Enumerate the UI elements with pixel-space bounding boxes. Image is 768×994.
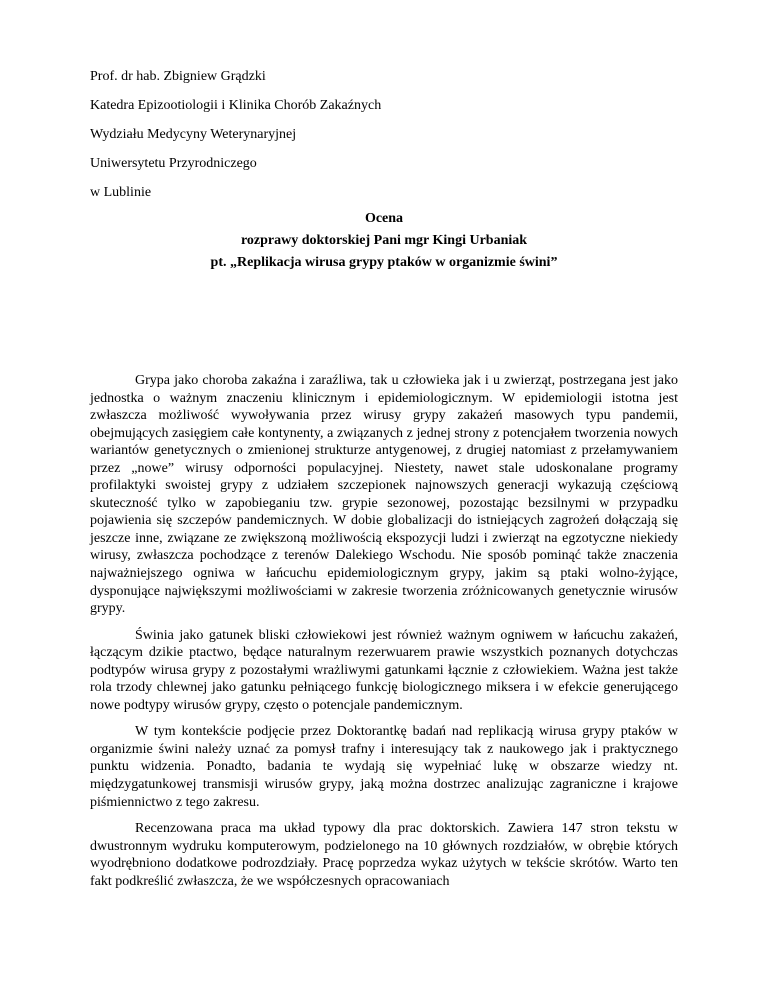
paragraph-2: Świnia jako gatunek bliski człowiekowi jest również ważnym ogniwem w łańcuchu zakażeń, łączącym dzikie ptactwo, będące naturalnym rezerwuarem prawie wszystkich poznanych dotychczas podtypów wirusa grypy z pozostałymi wrażliwymi gatunkami łącznie z człowiekiem. Ważna jest także rola trzody chlewnej jako gatunku pełniącego funkcję biologicznego miksera i w efekcie generującego nowe podtypy wirusów grypy, często o potencjale pandemicznym.: [90, 627, 678, 713]
reviewer-department: Katedra Epizootiologii i Klinika Chorób Zakaźnych: [90, 98, 382, 113]
document-title: [90, 208, 678, 274]
review-body: [90, 372, 678, 899]
reviewer-faculty: Wydziału Medycyny Weterynaryjnej: [90, 127, 297, 142]
reviewer-university: Uniwersytetu Przyrodniczego: [90, 156, 257, 171]
paragraph-4: Recenzowana praca ma układ typowy dla prac doktorskich. Zawiera 147 stron tekstu w dwustronnym wydruku komputerowym, podzielonego na 10 głównych rozdziałów, w obrębie których wyodrębniono dodatkowe podrozdziały. Pracę poprzedza wykaz użytych w tekście skrótów. Warto ten fakt podkreślić zwłaszcza, że we współczesnych opracowaniach: [90, 821, 678, 889]
reviewer-header: [90, 62, 690, 207]
reviewer-city: w Lublinie: [90, 185, 152, 200]
paragraph-1: Grypa jako choroba zakaźna i zaraźliwa, tak u człowieka jak i u zwierząt, postrzegana jest jako jednostka o ważnym znaczeniu klinicznym i epidemiologicznym. W epidemiologii istotna jest zwłaszcza możliwość wywoływania przez wirusy grypy zakażeń masowych typu pandemii, obejmujących zasięgiem całe kontynenty, a związanych z jednej strony z potencjałem tworzenia nowych wariantów genetycznych o zmienionej strukturze antygenowej, z drugiej natomiast z przełamywaniem przez „nowe” wirusy odporności populacyjnej. Niestety, nawet stale udoskonalane programy profilaktyki swoistej grypy z udziałem szczepionek najnowszych generacji wykazują częściową skuteczność tylko w zapobieganiu tzw. grypie sezonowej, pozostając bezsilnymi w przypadku pojawienia się szczepów pandemicznych. W dobie globalizacji do istniejących zagrożeń dołączają się jeszcze inne, związane ze zwiększoną możliwością ekspozycji ludzi i zwierząt na egzotyczne niekiedy wirusy, zwłaszcza pochodzące z terenów Dalekiego Wschodu. Nie sposób pominąć także znaczenia najważniejszego ogniwa w łańcuchu epidemiologicznym grypy, jakim są ptaki wolno-żyjące, dysponujące największymi możliwościami w zakresie tworzenia zróżnicowanych genetycznie wirusów grypy.: [90, 373, 678, 617]
title-line-1: Ocena: [364, 211, 404, 226]
reviewer-name: Prof. dr hab. Zbigniew Grądzki: [90, 69, 266, 84]
paragraph-3: W tym kontekście podjęcie przez Doktorantkę badań nad replikacją wirusa grypy ptaków w organizmie świni należy uznać za pomysł trafny i interesujący tak z naukowego jak i praktycznego punktu widzenia. Ponadto, badania te wydają się wypełniać lukę w obszarze wiedzy nt. międzygatunkowej transmisji wirusów grypy, jaką można dostrzec analizując zagraniczne i krajowe piśmiennictwo z tego zakresu.: [90, 724, 678, 810]
title-line-2: rozprawy doktorskiej Pani mgr Kingi Urbaniak: [240, 233, 528, 248]
title-line-3: pt. „Replikacja wirusa grypy ptaków w organizmie świni”: [210, 255, 558, 270]
